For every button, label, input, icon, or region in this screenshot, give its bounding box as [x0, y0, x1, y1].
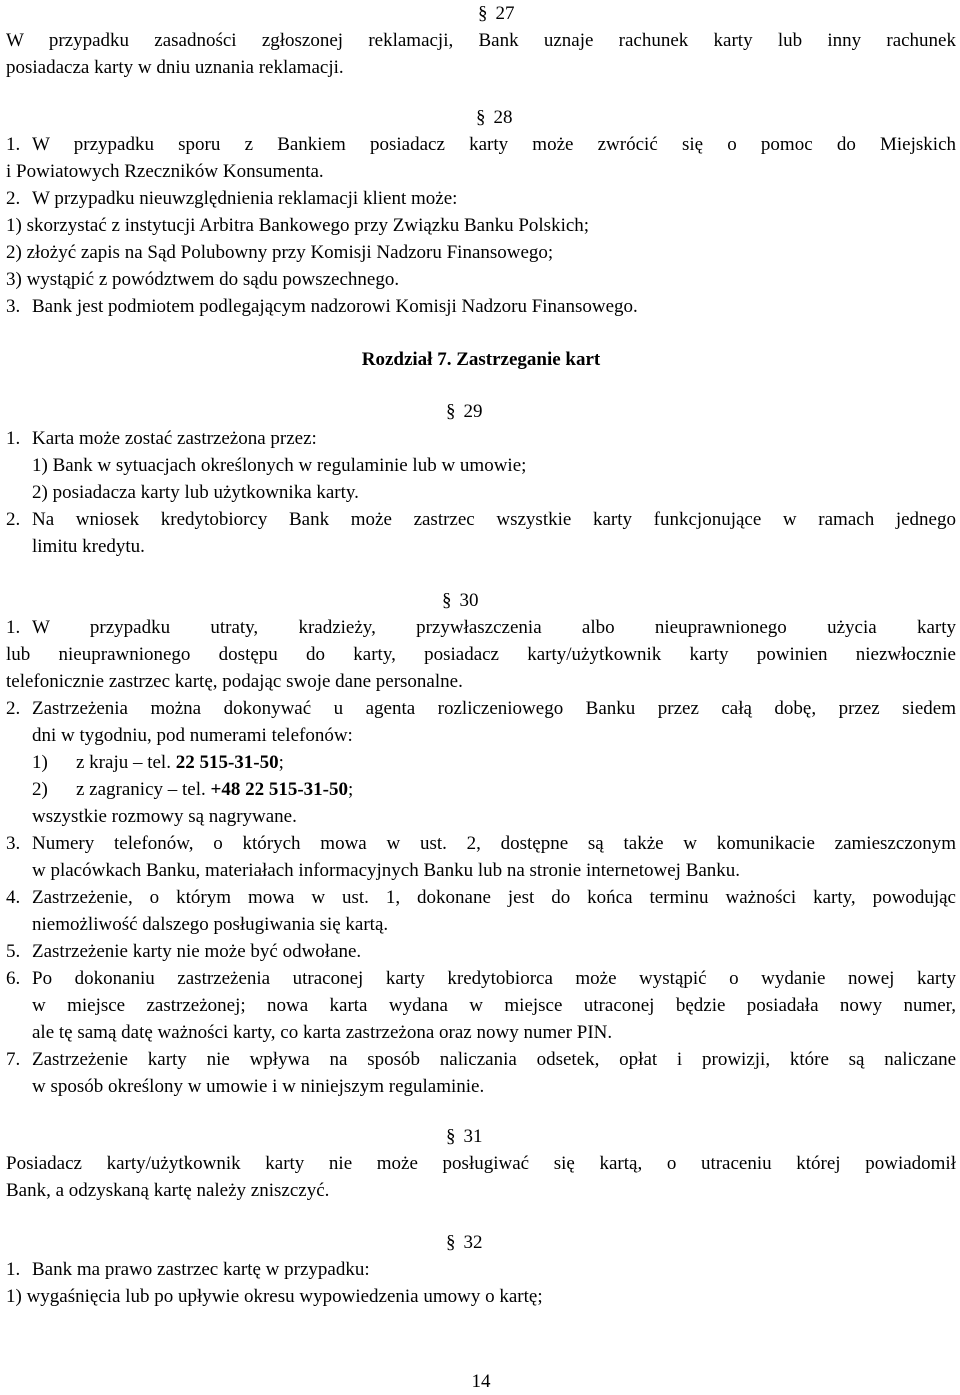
item-text: Po dokonaniu zastrzeżenia utraconej karty kredytobiorca może wystąpić o wydanie nowej karty: [32, 968, 956, 989]
item-text: Zastrzeżenie, o którym mowa w ust. 1, dokonane jest do końca terminu ważności karty, powodując: [32, 887, 956, 908]
sub-item: 2) posiadacza karty lub użytkownika karty.: [32, 482, 359, 503]
list-item-continuation: wszystkie rozmowy są nagrywane.: [32, 806, 297, 827]
section-number: 28: [493, 107, 513, 128]
sub-item: 1) wygaśnięcia lub po upływie okresu wypowiedzenia umowy o kartę;: [6, 1286, 543, 1307]
section-heading-28: [476, 104, 513, 131]
item-number: 1.: [6, 617, 21, 638]
sub-item: 2) złożyć zapis na Sąd Polubowny przy Komisji Nadzoru Finansowego;: [6, 242, 554, 263]
item-number: 2.: [6, 509, 21, 530]
section-number: 29: [463, 401, 483, 422]
sub-item: 1) Bank w sytuacjach określonych w regulaminie lub w umowie;: [32, 455, 527, 476]
item-text: W przypadku sporu z Bankiem posiadacz karty może zwrócić się o pomoc do Miejskich: [32, 134, 956, 155]
section-symbol: §: [478, 3, 488, 24]
punctuation: ;: [278, 752, 284, 773]
item-text: Bank jest podmiotem podlegającym nadzorowi Komisji Nadzoru Finansowego.: [32, 296, 638, 317]
list-item-continuation: w sposób określony w umowie i w niniejszym regulaminie.: [32, 1076, 485, 1097]
list-item-continuation: niemożliwość dalszego posługiwania się kartą.: [32, 914, 389, 935]
paragraph-31-line-2: Bank, a odzyskaną kartę należy zniszczyć.: [6, 1180, 330, 1201]
item-number: 2.: [6, 188, 21, 209]
item-number: 3.: [6, 833, 21, 854]
item-text: Na wniosek kredytobiorcy Bank może zastrzec wszystkie karty funkcjonujące w ramach jednego: [32, 509, 956, 530]
item-number: 1.: [6, 134, 21, 155]
item-number: 7.: [6, 1049, 21, 1070]
paragraph-31-line-1: Posiadacz karty/użytkownik karty nie może posługiwać się kartą, o utraceniu której powiadomił: [6, 1153, 956, 1174]
section-number: 32: [463, 1232, 483, 1253]
item-number: 2.: [6, 698, 21, 719]
section-number: 27: [495, 3, 515, 24]
section-symbol: §: [442, 590, 452, 611]
section-heading-31: [446, 1123, 483, 1150]
list-item-continuation: telefonicznie zastrzec kartę, podając swoje dane personalne.: [6, 671, 463, 692]
item-number: 5.: [6, 941, 21, 962]
document-page: [6, 0, 956, 1392]
chapter-heading: Rozdział 7. Zastrzeganie kart: [361, 349, 601, 370]
sub-item-number: 1): [32, 752, 48, 773]
punctuation: ;: [348, 779, 354, 800]
section-symbol: §: [446, 1126, 456, 1147]
sub-item: 1) skorzystać z instytucji Arbitra Bankowego przy Związku Banku Polskich;: [6, 215, 590, 236]
section-number: 31: [463, 1126, 483, 1147]
item-text: Karta może zostać zastrzeżona przez:: [32, 428, 317, 449]
sub-item-number: 2): [32, 779, 48, 800]
sub-item: 3) wystąpić z powództwem do sądu powszechnego.: [6, 269, 400, 290]
item-number: 1.: [6, 428, 21, 449]
item-text: Bank ma prawo zastrzec kartę w przypadku:: [32, 1259, 370, 1280]
item-text: W przypadku utraty, kradzieży, przywłaszczenia albo nieuprawnionego użycia karty: [32, 617, 956, 638]
paragraph-27-line-1: W przypadku zasadności zgłoszonej reklamacji, Bank uznaje rachunek karty lub inny rachunek: [6, 30, 956, 51]
phone-number: +48 22 515-31-50: [210, 779, 348, 800]
section-symbol: §: [446, 401, 456, 422]
item-number: 4.: [6, 887, 21, 908]
item-text: Zastrzeżenia można dokonywać u agenta rozliczeniowego Banku przez całą dobę, przez siedem: [32, 698, 956, 719]
list-item-continuation: lub nieuprawnionego dostępu do karty, posiadacz karty/użytkownik karty powinien niezwłocznie: [6, 644, 956, 665]
section-heading-27: [478, 0, 515, 27]
item-number: 1.: [6, 1259, 21, 1280]
sub-item-text: z zagranicy – tel.: [76, 779, 211, 800]
item-text: Zastrzeżenie karty nie wpływa na sposób naliczania odsetek, opłat i prowizji, które są naliczane: [32, 1049, 956, 1070]
section-symbol: §: [446, 1232, 456, 1253]
list-item-continuation: dni w tygodniu, pod numerami telefonów:: [32, 725, 353, 746]
item-number: 6.: [6, 968, 21, 989]
sub-item-text: z kraju – tel.: [76, 752, 176, 773]
list-item-continuation: limitu kredytu.: [32, 536, 145, 557]
section-heading-29: [446, 398, 483, 425]
list-item-continuation: w placówkach Banku, materiałach informacyjnych Banku lub na stronie internetowej Banku.: [32, 860, 741, 881]
section-symbol: §: [476, 107, 486, 128]
item-text: Numery telefonów, o których mowa w ust. 2, dostępne są także w komunikacie zamieszczonym: [32, 833, 956, 854]
item-text: Zastrzeżenie karty nie może być odwołane.: [32, 941, 362, 962]
list-item-continuation: w miejsce zastrzeżonej; nowa karta wydana w miejsce utraconej będzie posiadała nowy numer,: [32, 995, 956, 1016]
item-text: W przypadku nieuwzględnienia reklamacji klient może:: [32, 188, 458, 209]
section-number: 30: [459, 590, 479, 611]
section-heading-30: [442, 587, 479, 614]
page-number: 14: [471, 1371, 491, 1392]
section-heading-32: [446, 1229, 483, 1256]
item-number: 3.: [6, 296, 21, 317]
list-item-continuation: ale tę samą datę ważności karty, co karta zastrzeżona oraz nowy numer PIN.: [32, 1022, 613, 1043]
list-item-continuation: i Powiatowych Rzeczników Konsumenta.: [6, 161, 324, 182]
phone-number: 22 515-31-50: [175, 752, 279, 773]
paragraph-27-line-2: posiadacza karty w dniu uznania reklamacji.: [6, 57, 344, 78]
